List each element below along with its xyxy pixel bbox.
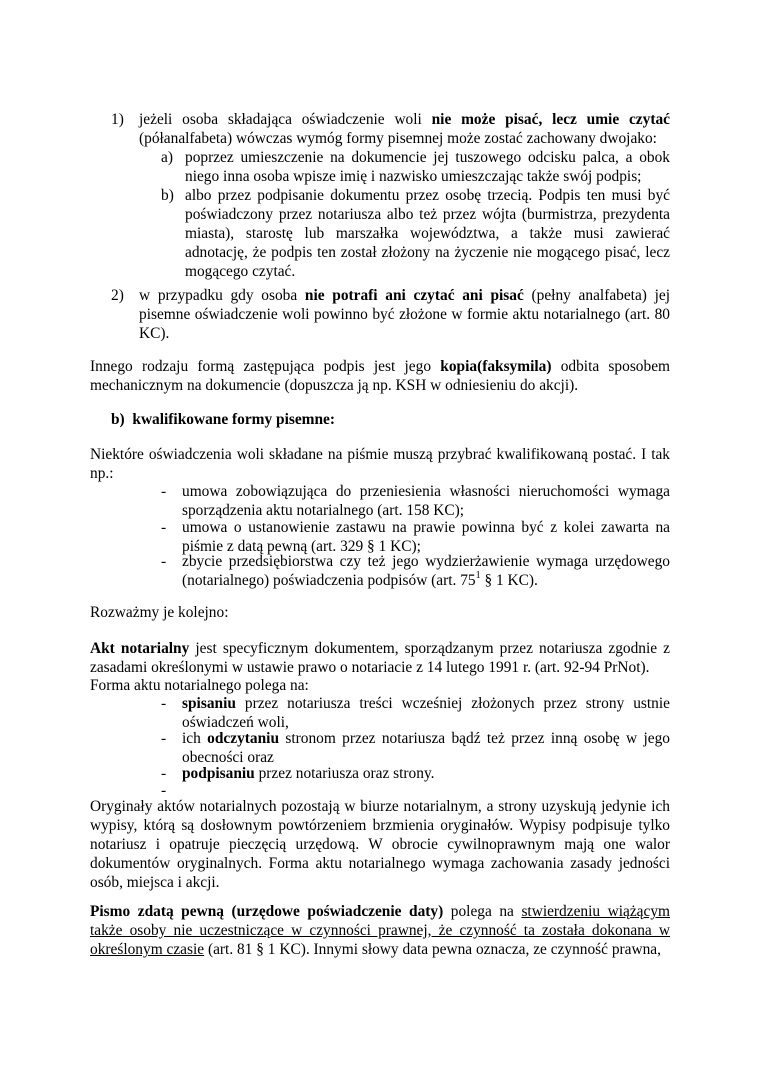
paragraph-forma-aktu: Forma aktu notarialnego polega na: — [90, 677, 309, 694]
bold-phrase: Akt notarialny — [90, 640, 190, 657]
bold-phrase: Pismo zdatą pewną (urzędowe poświadczenie daty) — [90, 903, 444, 920]
dash-item-text: podpisaniu przez notariusza oraz strony. — [182, 765, 435, 782]
bold-phrase: nie może pisać, lecz umie czytać — [431, 111, 670, 128]
superscript: 1 — [475, 569, 481, 581]
dash-marker: - — [161, 765, 167, 782]
paragraph-kopia: Innego rodzaju formą zastępująca podpis jest jego kopia(faksymila) odbita sposobem mechanicznym na dokumencie (dopuszcza ją np. KSH w odniesieniu do akcji). — [90, 358, 670, 394]
underlined-phrase: stwierdzeniu wiążącym także osoby nie uczestniczące w czynności prawnej, że czynność ta została dokonana w określonym czasie — [90, 903, 671, 958]
sub-item-label: a) — [161, 149, 173, 166]
list-number: 1) — [111, 111, 124, 128]
dash-marker: - — [161, 730, 167, 747]
paragraph-niektore: Niektóre oświadczenia woli składane na piśmie muszą przybrać kwalifikowaną postać. I tak np.: — [90, 446, 670, 482]
dash-item-text: spisaniu przez notariusza treści wcześniej złożonych przez strony ustnie oświadczeń woli, — [182, 695, 670, 731]
dash-item-text: umowa zobowiązująca do przeniesienia własności nieruchomości wymaga sporządzenia aktu notarialnego (art. 158 KC); — [182, 483, 670, 519]
paragraph-oryginaly: Oryginały aktów notarialnych pozostają w biurze notarialnym, a strony uzyskują jedynie ich wypisy, którą są dosłownym powtórzeniem brzmienia oryginałów. Wypisy podpisuje tylko notariusz i opatruje pieczęcią urzędową. W obrocie cywilnoprawnym mają one walor dokumentów oryginalnych. Forma aktu notarialnego wymaga zachowania zasady jedności osób, miejsca i akcji. — [90, 798, 670, 891]
dash-marker: - — [161, 695, 167, 712]
dash-item-text: umowa o ustanowienie zastawu na prawie powinna być z kolei zawarta na piśmie z datą pewną (art. 329 § 1 KC); — [182, 519, 670, 555]
sub-item-label: b) — [161, 187, 174, 204]
bold-phrase: nie potrafi ani czytać ani pisać — [304, 287, 524, 304]
paragraph-rozwazmy: Rozważmy je kolejno: — [90, 604, 229, 621]
list-item-text: w przypadku gdy osoba nie potrafi ani czytać ani pisać (pełny analfabeta) jej pisemne oświadczenie woli powinno być złożone w formie aktu notarialnego (art. 80 KC). — [139, 287, 670, 342]
dash-item-text: ich odczytaniu stronom przez notariusza bądź też przez inną osobę w jego obecności oraz — [182, 730, 670, 766]
bold-phrase: kopia(faksymila) — [440, 358, 552, 375]
dash-marker: - — [161, 553, 167, 570]
list-number: 2) — [111, 287, 124, 304]
dash-marker: - — [161, 782, 167, 799]
sub-item-text: albo przez podpisanie dokumentu przez osobę trzecią. Podpis ten musi być poświadczony przez notariusza albo też przez wójta (burmistrza, prezydenta miasta), starostę lub marszałka województwa, a także musi zawierać adnotację, że podpis ten został złożony na życzenie nie mogącego pisać, lecz mogącego czytać. — [185, 187, 670, 280]
section-heading: b) kwalifikowane formy pisemne: — [111, 411, 336, 428]
dash-marker: - — [161, 519, 167, 536]
dash-item-text: zbycie przedsiębiorstwa czy też jego wydzierżawienie wymaga urzędowego (notarialnego) poświadczenia podpisów (art. $75^1$ § 1 KC). — [182, 553, 670, 589]
paragraph-akt-notarialny: Akt notarialny jest specyficznym dokumentem, sporządzanym przez notariusza zgodnie z zasadami określonymi w ustawie prawo o notariacie z 14 lutego 1991 r. (art. 92-94 PrNot). — [90, 640, 670, 676]
dash-marker: - — [161, 483, 167, 500]
paragraph-pismo: Pismo zdatą pewną (urzędowe poświadczenie daty) polega na stwierdzeniu wiążącym także osoby nie uczestniczące w czynności prawnej, że czynność ta została dokonana w określonym czasie (art. 81 § 1 KC). Innymi słowy data pewna oznacza, ze czynność prawna, — [90, 903, 671, 958]
list-item-text: jeżeli osoba składająca oświadczenie woli nie może pisać, lecz umie czytać (półanalfabeta) wówczas wymóg formy pisemnej może zostać zachowany dwojako: — [139, 111, 670, 147]
sub-item-text: poprzez umieszczenie na dokumencie jej tuszowego odcisku palca, a obok niego inna osoba wpisze imię i nazwisko umieszczając także swój podpis; — [185, 149, 670, 185]
